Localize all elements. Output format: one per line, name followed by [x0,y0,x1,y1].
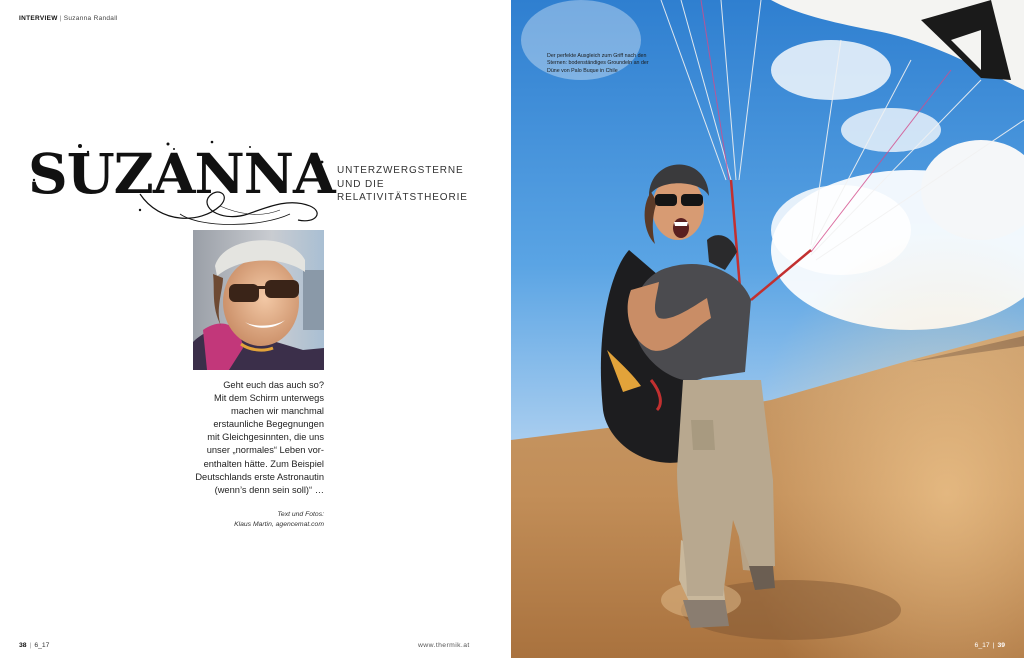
intro-line: Geht euch das auch so? [223,380,324,390]
intro-line: Mit dem Schirm unterwegs [213,393,324,404]
header-separator: | [59,15,62,22]
intro-line: unser „normales“ Leben vor- [206,445,324,456]
subtitle-line: UND DIE [337,178,385,190]
running-header [19,15,118,22]
magazine-url: www.thermik.at [418,642,470,649]
intro-line: mit Gleichgesinnten, die uns [207,432,324,443]
intro-line: Deutschlands erste Astronautin [195,471,324,482]
credits-line: Klaus Martin, agencemat.com [234,521,324,528]
subtitle-line: UNTERZWERGSTERNE [337,165,464,176]
subtitle-line: RELATIVITÄTSTHEORIE [337,192,468,203]
left-issue: 6_17 [34,642,50,649]
photo-caption [547,53,662,75]
header-name: Suzanna Randall [63,15,118,22]
photo-text-credits [180,510,324,530]
article-title: SUZANNA [28,141,335,206]
intro-line: (wenn’s denn sein soll)“ … [214,484,324,495]
intro-line: enthalten hätte. Zum Beispiel [203,458,324,469]
folio-separator: | [992,642,995,649]
right-folio [975,642,1005,649]
caption-line: Der perfekte Ausgleich zum Griff nach den [547,53,647,59]
left-page [0,0,511,658]
caption-line: Sternen: bodenständiges Groundeln an der [547,60,649,67]
caption-line: Düne von Palo Buque in Chile [547,67,618,74]
left-folio [19,642,49,649]
article-subtitle [337,164,468,205]
left-page-number: 38 [19,642,27,649]
header-section: INTERVIEW [19,15,58,22]
right-page-number: 39 [997,642,1005,649]
calligraphic-flourish [120,184,335,229]
folio-separator: | [29,642,32,649]
intro-line: machen wir manchmal [230,406,324,417]
intro-paragraph [170,379,324,497]
credits-line: Text und Fotos: [277,511,324,518]
portrait-photo [193,230,324,370]
intro-line: erstaunliche Begegnungen [213,419,324,430]
right-issue: 6_17 [974,642,990,649]
right-page [511,0,1024,658]
paraglider-photo [511,0,1024,658]
